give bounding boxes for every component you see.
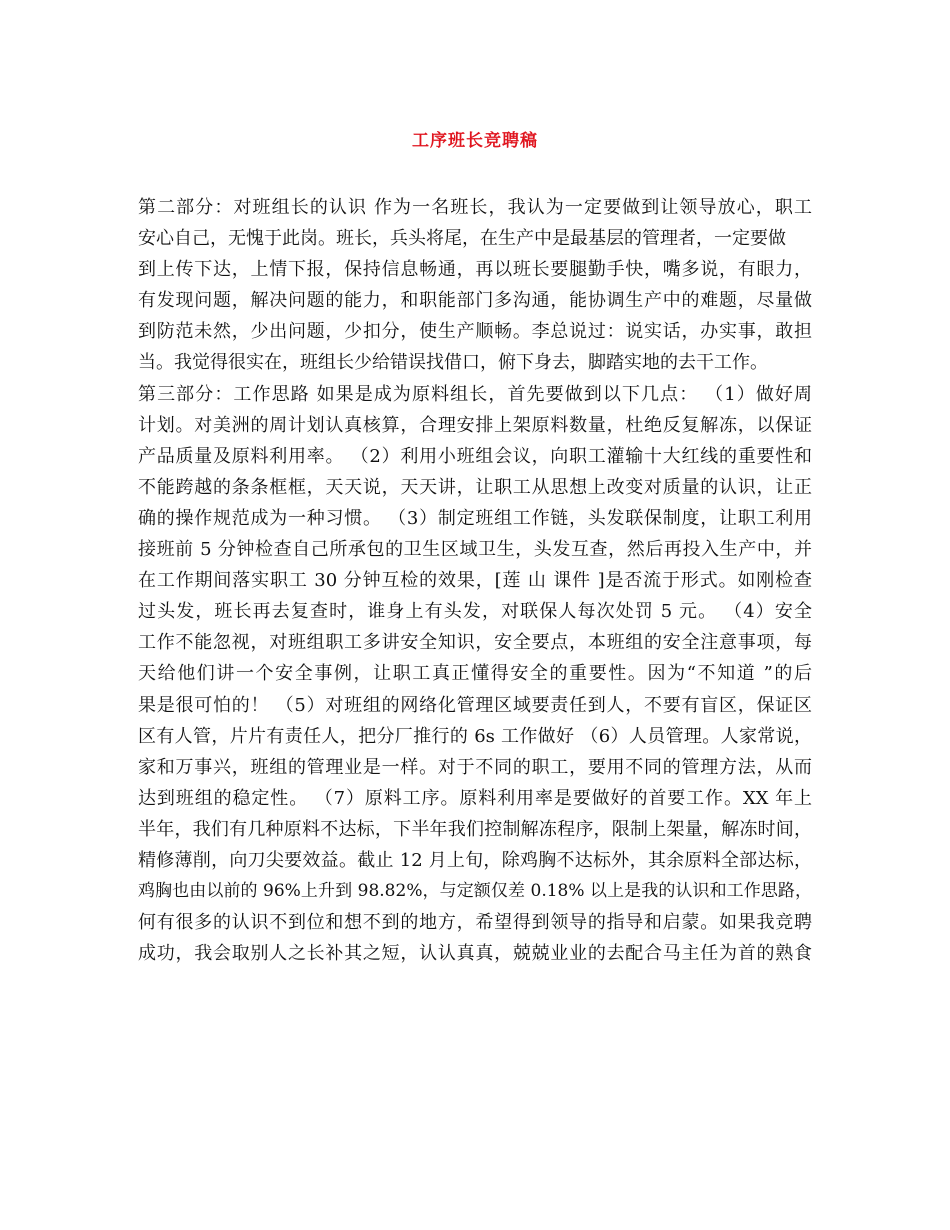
text-line: 到上传下达，上情下报，保持信息畅通，再以班长要腿勤手快，嘴多说，有眼力， bbox=[138, 259, 812, 281]
text-line: 第二部分：对班组长的认识 作为一名班长，我认为一定要做到让领导放心，职工 bbox=[138, 197, 812, 218]
text-line: 达到班组的稳定性。 （7）原料工序。原料利用率是要做好的首要工作。XX 年上 bbox=[138, 787, 812, 809]
document-body bbox=[138, 192, 812, 969]
text-line: 接班前 5 分钟检查自己所承包的卫生区域卫生，头发互查，然后再投入生产中，并 bbox=[138, 539, 812, 561]
text-line: 到防范未然，少出问题，少扣分，使生产顺畅。李总说过：说实话，办实事，敢担 bbox=[138, 321, 812, 343]
text-line: 当。我觉得很实在，班组长少给错误找借口，俯下身去，脚踏实地的去干工作。 bbox=[138, 352, 768, 374]
text-line: 何有很多的认识不到位和想不到的地方，希望得到领导的指导和启蒙。如果我竞聘 bbox=[138, 912, 812, 934]
text-line: 鸡胸也由以前的 96%上升到 98.82%，与定额仅差 0.18% 以上是我的认识和工作思路， bbox=[138, 881, 812, 902]
text-line: 不能跨越的条条框框，天天说，天天讲，让职工从思想上改变对质量的认识，让正 bbox=[138, 476, 812, 498]
text-line: 确的操作规范成为一种习惯。 （3）制定班组工作链，头发联保制度，让职工利用 bbox=[138, 507, 812, 529]
text-line: 过头发，班长再去复查时，谁身上有头发，对联保人每次处罚 5 元。 （4）安全 bbox=[138, 601, 812, 623]
text-line: 计划。对美洲的周计划认真核算，合理安排上架原料数量，杜绝反复解冻，以保证 bbox=[138, 414, 812, 436]
document-title: 工序班长竞聘稿 bbox=[412, 131, 538, 151]
text-line: 在工作期间落实职工 30 分钟互检的效果，[莲 山 课件 ]是否流于形式。如刚检查 bbox=[138, 570, 812, 592]
text-line: 工作不能忽视，对班组职工多讲安全知识，安全要点，本班组的安全注意事项，每 bbox=[138, 632, 812, 654]
text-line: 第三部分：工作思路 如果是成为原料组长，首先要做到以下几点： （1）做好周 bbox=[138, 383, 812, 405]
text-line: 天给他们讲一个安全事例，让职工真正懂得安全的重要性。因为“不知道 ”的后 bbox=[138, 663, 812, 685]
text-line: 半年，我们有几种原料不达标，下半年我们控制解冻程序，限制上架量，解冻时间， bbox=[138, 818, 812, 840]
text-line: 精修薄削，向刀尖要效益。截止 12 月上旬，除鸡胸不达标外，其余原料全部达标， bbox=[138, 849, 812, 871]
text-line: 果是很可怕的！ （5）对班组的网络化管理区域要责任到人，不要有盲区，保证区 bbox=[138, 694, 812, 716]
text-line: 有发现问题，解决问题的能力，和职能部门多沟通，能协调生产中的难题，尽量做 bbox=[138, 290, 812, 312]
text-line: 家和万事兴，班组的管理业是一样。对于不同的职工，要用不同的管理方法，从而 bbox=[138, 756, 812, 778]
text-line: 区有人管，片片有责任人，把分厂推行的 6s 工作做好 （6）人员管理。人家常说， bbox=[138, 725, 812, 747]
text-line: 成功，我会取别人之长补其之短，认认真真，兢兢业业的去配合马主任为首的熟食 bbox=[138, 943, 812, 965]
text-line: 产品质量及原料利用率。 （2）利用小班组会议，向职工灌输十大红线的重要性和 bbox=[138, 445, 812, 467]
text-line: 安心自己，无愧于此岗。班长，兵头将尾，在生产中是最基层的管理者，一定要做 bbox=[138, 228, 786, 250]
